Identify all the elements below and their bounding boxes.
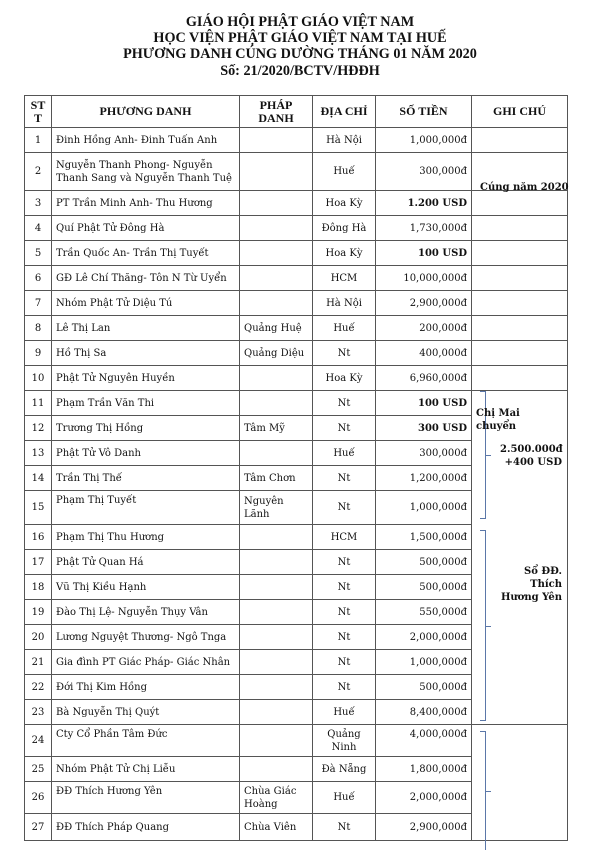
address: Nt xyxy=(313,675,376,700)
table-row xyxy=(25,341,568,366)
table-row xyxy=(25,241,568,266)
note-mai-total-2: +400 USD xyxy=(504,457,562,468)
address: Huế xyxy=(313,316,376,341)
note-cell xyxy=(472,366,568,391)
dharma-name: Tâm Chơn xyxy=(240,466,313,491)
amount: 1,800,000đ xyxy=(376,757,472,782)
row-number: 14 xyxy=(25,466,52,491)
dharma-name xyxy=(240,366,313,391)
address: Huế xyxy=(313,441,376,466)
amount: 1,200,000đ xyxy=(376,466,472,491)
note-cell xyxy=(472,316,568,341)
row-number: 1 xyxy=(25,128,52,153)
dharma-name xyxy=(240,575,313,600)
amount: 300,000đ xyxy=(376,441,472,466)
donor-name: Phật Tử Vô Danh xyxy=(52,441,240,466)
amount: 500,000đ xyxy=(376,550,472,575)
amount: 2,900,000đ xyxy=(376,814,472,841)
dharma-name xyxy=(240,291,313,316)
column-header-amount: SỐ TIỀN xyxy=(376,96,472,128)
amount: 2,000,000đ xyxy=(376,782,472,814)
donor-name: GĐ Lê Chí Thăng- Tôn N Từ Uyển xyxy=(52,266,240,291)
dharma-name: Chùa Giác Hoàng xyxy=(240,782,313,814)
dharma-name xyxy=(240,725,313,757)
row-number: 16 xyxy=(25,525,52,550)
address: Nt xyxy=(313,341,376,366)
amount: 1,000,000đ xyxy=(376,650,472,675)
dharma-name xyxy=(240,600,313,625)
donor-name: Phật Tử Quan Há xyxy=(52,550,240,575)
row-number: 5 xyxy=(25,241,52,266)
amount: 2,900,000đ xyxy=(376,291,472,316)
dharma-name: Quảng Diệu xyxy=(240,341,313,366)
note-cell xyxy=(472,191,568,216)
row-number: 17 xyxy=(25,550,52,575)
donor-name: Quí Phật Tử Đông Hà xyxy=(52,216,240,241)
donor-name: Nhóm Phật Tử Diệu Tú xyxy=(52,291,240,316)
address: Nt xyxy=(313,466,376,491)
address: HCM xyxy=(313,266,376,291)
donor-name: Bà Nguyễn Thị Quýt xyxy=(52,700,240,725)
dharma-name: Quảng Huệ xyxy=(240,316,313,341)
note-cell xyxy=(472,216,568,241)
dharma-name xyxy=(240,191,313,216)
note-group-mai-total xyxy=(500,443,562,469)
column-header-stt xyxy=(25,96,52,128)
address: Đà Nẵng xyxy=(313,757,376,782)
dharma-name: Tâm Mỹ xyxy=(240,416,313,441)
row-number: 27 xyxy=(25,814,52,841)
amount: 2,000,000đ xyxy=(376,625,472,650)
dharma-name xyxy=(240,700,313,725)
note-cell xyxy=(472,128,568,153)
row-number: 4 xyxy=(25,216,52,241)
address: Hoa Kỳ xyxy=(313,191,376,216)
row-number: 9 xyxy=(25,341,52,366)
dharma-name xyxy=(240,757,313,782)
amount: 1.200 USD xyxy=(376,191,472,216)
donor-name: Đinh Hồng Anh- Đinh Tuấn Anh xyxy=(52,128,240,153)
amount: 500,000đ xyxy=(376,675,472,700)
amount: 8,400,000đ xyxy=(376,700,472,725)
note-cell xyxy=(472,266,568,291)
dharma-name xyxy=(240,650,313,675)
amount: 6,960,000đ xyxy=(376,366,472,391)
address: Hà Nội xyxy=(313,291,376,316)
amount: 10,000,000đ xyxy=(376,266,472,291)
dharma-name: Chùa Viên xyxy=(240,814,313,841)
note-cell xyxy=(472,341,568,366)
header-line-2: HỌC VIỆN PHẬT GIÁO VIỆT NAM TẠI HUẾ xyxy=(153,30,447,47)
donor-name: PT Trần Minh Anh- Thu Hương xyxy=(52,191,240,216)
address: Nt xyxy=(313,550,376,575)
dharma-name xyxy=(240,525,313,550)
dharma-name xyxy=(240,266,313,291)
header-line-1: GIÁO HỘI PHẬT GIÁO VIỆT NAM xyxy=(185,14,415,30)
note-mai-total-1: 2.500.000đ xyxy=(500,444,563,455)
donor-name: Trần Quốc An- Trần Thị Tuyết xyxy=(52,241,240,266)
table-row xyxy=(25,216,568,241)
dharma-name: Nguyên Lãnh xyxy=(240,491,313,525)
row-number: 12 xyxy=(25,416,52,441)
note-cell xyxy=(472,241,568,266)
address: Nt xyxy=(313,416,376,441)
donor-name: Trần Thị Thế xyxy=(52,466,240,491)
row-number: 24 xyxy=(25,725,52,757)
header-line-4: Số: 21/2020/BCTV/HĐĐH xyxy=(220,62,380,79)
dharma-name xyxy=(240,153,313,191)
donor-name: Gia đình PT Giác Pháp- Giác Nhân xyxy=(52,650,240,675)
address: Hà Nội xyxy=(313,128,376,153)
row-number: 26 xyxy=(25,782,52,814)
donor-name: Đào Thị Lệ- Nguyễn Thụy Vân xyxy=(52,600,240,625)
address: Huế xyxy=(313,782,376,814)
donor-name: Vũ Thị Kiều Hạnh xyxy=(52,575,240,600)
table-row xyxy=(25,128,568,153)
address: Nt xyxy=(313,814,376,841)
address: Nt xyxy=(313,575,376,600)
row-number: 23 xyxy=(25,700,52,725)
donor-name: Phật Tử Nguyên Huyền xyxy=(52,366,240,391)
column-header-note: GHI CHÚ xyxy=(472,96,568,128)
dharma-name xyxy=(240,128,313,153)
row-number: 3 xyxy=(25,191,52,216)
table-row xyxy=(25,366,568,391)
row-number: 22 xyxy=(25,675,52,700)
donor-name: Lương Nguyệt Thương- Ngô Tnga xyxy=(52,625,240,650)
column-header-address: ĐỊA CHỈ xyxy=(313,96,376,128)
row-number: 19 xyxy=(25,600,52,625)
row-number: 11 xyxy=(25,391,52,416)
column-header-phap-danh xyxy=(240,96,313,128)
row-number: 10 xyxy=(25,366,52,391)
note-so-line-1: Sổ ĐĐ. Thích xyxy=(524,566,562,590)
table-row xyxy=(25,725,568,757)
document-header xyxy=(0,14,600,79)
row-number: 8 xyxy=(25,316,52,341)
row-number: 7 xyxy=(25,291,52,316)
amount: 1,500,000đ xyxy=(376,525,472,550)
amount: 300 USD xyxy=(376,416,472,441)
brace-group-so-icon xyxy=(480,530,486,721)
address: Đông Hà xyxy=(313,216,376,241)
dharma-name xyxy=(240,550,313,575)
amount: 100 USD xyxy=(376,391,472,416)
amount: 500,000đ xyxy=(376,575,472,600)
row-number: 2 xyxy=(25,153,52,191)
stt-header-a: ST xyxy=(30,97,46,112)
table-row xyxy=(25,291,568,316)
header-line-3: PHƯƠNG DANH CÚNG DƯỜNG THÁNG 01 NĂM 2020 xyxy=(123,46,477,63)
donor-name: Phạm Thị Thu Hương xyxy=(52,525,240,550)
address: Hoa Kỳ xyxy=(313,241,376,266)
row-number: 20 xyxy=(25,625,52,650)
note-cell xyxy=(472,291,568,316)
note-mai-line-2: chuyển xyxy=(476,421,517,432)
donor-name: ĐĐ Thích Hương Yên xyxy=(52,782,240,814)
amount: 1,730,000đ xyxy=(376,216,472,241)
address: Nt xyxy=(313,600,376,625)
note-group-so xyxy=(492,565,562,604)
table-header-row xyxy=(25,96,568,128)
note-row-3: Cúng năm 2020 xyxy=(480,182,569,193)
column-header-name: PHƯƠNG DANH xyxy=(52,96,240,128)
table-row xyxy=(25,191,568,216)
donor-name: Nguyễn Thanh Phong- Nguyễn Thanh Sang và Nguyễn Thanh Tuệ xyxy=(52,153,240,191)
address: HCM xyxy=(313,525,376,550)
donor-table xyxy=(24,95,568,841)
donor-name: Nhóm Phật Tử Chị Liễu xyxy=(52,757,240,782)
address: Nt xyxy=(313,491,376,525)
amount: 300,000đ xyxy=(376,153,472,191)
dharma-name xyxy=(240,216,313,241)
address: Quảng Ninh xyxy=(313,725,376,757)
note-mai-line-1: Chị Mai xyxy=(476,408,520,419)
donor-name: Phạm Thị Tuyết xyxy=(52,491,240,525)
note-so-line-2: Hương Yên xyxy=(500,592,562,603)
donor-name: ĐĐ Thích Pháp Quang xyxy=(52,814,240,841)
donor-name: Cty Cổ Phần Tâm Đức xyxy=(52,725,240,757)
donor-name: Trương Thị Hồng xyxy=(52,416,240,441)
row-number: 21 xyxy=(25,650,52,675)
address: Nt xyxy=(313,625,376,650)
row-number: 15 xyxy=(25,491,52,525)
brace-group-last-icon xyxy=(480,731,486,850)
amount: 200,000đ xyxy=(376,316,472,341)
amount: 1,000,000đ xyxy=(376,128,472,153)
row-number: 6 xyxy=(25,266,52,291)
dharma-name xyxy=(240,675,313,700)
amount: 1,000,000đ xyxy=(376,491,472,525)
address: Nt xyxy=(313,391,376,416)
amount: 550,000đ xyxy=(376,600,472,625)
table-row xyxy=(25,266,568,291)
donor-name: Đới Thị Kim Hồng xyxy=(52,675,240,700)
dharma-name xyxy=(240,391,313,416)
amount: 100 USD xyxy=(376,241,472,266)
address: Huế xyxy=(313,153,376,191)
address: Huế xyxy=(313,700,376,725)
amount: 400,000đ xyxy=(376,341,472,366)
phap-header-a: PHÁP xyxy=(259,97,293,112)
row-number: 13 xyxy=(25,441,52,466)
dharma-name xyxy=(240,625,313,650)
note-group-mai xyxy=(476,407,520,433)
donor-name: Phạm Trần Văn Thi xyxy=(52,391,240,416)
amount: 4,000,000đ xyxy=(376,725,472,757)
phap-header-b: DANH xyxy=(258,110,294,125)
row-number: 25 xyxy=(25,757,52,782)
address: Hoa Kỳ xyxy=(313,366,376,391)
row-number: 18 xyxy=(25,575,52,600)
dharma-name xyxy=(240,441,313,466)
address: Nt xyxy=(313,650,376,675)
table-row xyxy=(25,316,568,341)
dharma-name xyxy=(240,241,313,266)
donor-name: Lê Thị Lan xyxy=(52,316,240,341)
stt-header-b: T xyxy=(33,110,42,125)
donor-name: Hồ Thị Sa xyxy=(52,341,240,366)
